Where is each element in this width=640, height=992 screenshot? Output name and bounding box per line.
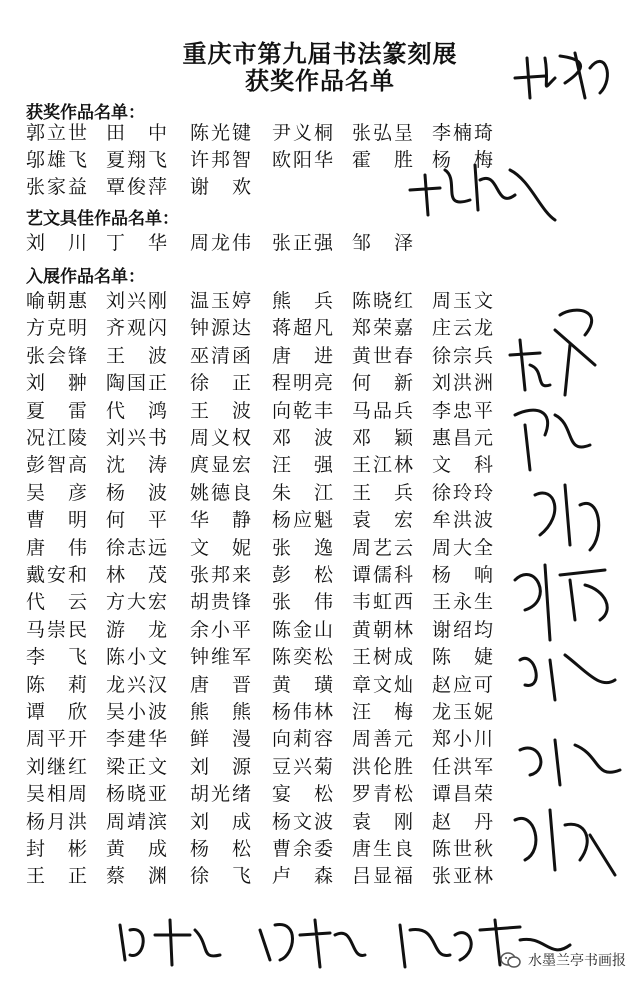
name-entry: 温玉婷 [190,290,254,312]
name-entry: 田 中 [106,122,170,144]
name-entry: 赵应可 [432,673,496,696]
name-entry: 任洪军 [432,755,496,778]
name-entry: 胡光绪 [190,783,254,806]
name-entry: 况江陵 [26,427,90,449]
name-entry: 沈 涛 [106,454,170,477]
name-entry: 尹义桐 [272,122,336,144]
name-entry: 熊 熊 [190,701,254,723]
name-entry: 杨 响 [432,564,496,586]
name-entry: 汪 强 [272,454,336,477]
section-heading-exhibition: 入展作品名单： [26,267,145,287]
name-entry: 刘兴书 [106,427,170,449]
name-entry: 谭昌荣 [432,783,496,806]
name-entry: 方大宏 [106,591,170,614]
name-entry: 杨月洪 [26,810,90,833]
name-entry: 方克明 [26,317,90,340]
name-entry: 洪伦胜 [352,755,416,778]
name-entry: 彭 松 [272,564,336,586]
name-entry: 豆兴菊 [272,755,336,778]
name-entry: 杨 梅 [432,149,496,171]
title-line-2: 获奖作品名单 [245,67,395,95]
name-entry: 王树成 [352,646,416,669]
name-entry: 王 波 [106,344,170,367]
name-entry: 程明亮 [272,372,336,395]
name-entry: 周大全 [432,536,496,559]
name-entry: 徐 飞 [190,865,254,888]
name-entry: 喻朝惠 [26,290,90,312]
name-entry: 夏 雷 [26,399,90,422]
name-entry: 杨文波 [272,810,336,833]
name-entry: 陈光键 [190,122,254,144]
name-entry: 巫清函 [190,344,254,367]
name-entry: 周义权 [190,427,254,449]
name-entry: 刘 成 [190,810,254,833]
name-entry: 王 波 [190,399,254,422]
name-entry: 罗青松 [352,783,416,806]
name-entry: 林 茂 [106,564,170,586]
name-entry: 向乾丰 [272,399,336,422]
name-entry: 何 新 [352,372,416,395]
name-entry: 庹显宏 [190,454,254,477]
name-entry: 黄 璜 [272,673,336,696]
name-entry: 徐宗兵 [432,344,496,367]
name-entry: 杨 松 [190,838,254,860]
name-entry: 陈 莉 [26,673,90,696]
name-entry: 欧阳华 [272,149,336,171]
name-entry: 陈金山 [272,618,336,641]
name-entry: 周玉文 [432,290,496,312]
name-entry: 韦虹西 [352,591,416,614]
name-entry: 周善元 [352,728,416,751]
name-entry: 余小平 [190,618,254,641]
name-entry: 王 兵 [352,481,416,504]
name-entry: 赵 丹 [432,810,496,833]
name-entry: 张 伟 [272,591,336,614]
title-line-1: 重庆市第九届书法篆刻展 [182,40,458,68]
name-entry: 徐玲玲 [432,481,496,504]
name-entry: 张会锋 [26,344,90,367]
name-entry: 龙玉妮 [432,701,496,723]
name-entry: 蒋超凡 [272,317,336,340]
section-heading-awards: 获奖作品名单： [26,103,145,123]
name-entry: 封 彬 [26,838,90,860]
name-entry: 卢 森 [272,865,336,888]
name-entry: 刘 源 [190,755,254,778]
name-entry: 郑荣嘉 [352,317,416,340]
name-entry: 唐 进 [272,344,336,367]
name-entry: 徐 正 [190,372,254,395]
name-entry: 李楠琦 [432,122,496,144]
name-entry: 谭儒科 [352,564,416,586]
name-entry: 马崇民 [26,618,90,641]
name-entry: 惠昌元 [432,427,496,449]
name-entry: 马品兵 [352,399,416,422]
name-entry: 张家益 [26,176,90,198]
name-entry: 王江林 [352,454,416,477]
name-entry: 许邦智 [190,149,254,171]
name-entry: 宴 松 [272,783,336,806]
name-entry: 吴小波 [106,701,170,723]
name-entry: 黄世春 [352,344,416,367]
name-entry: 朱 江 [272,481,336,504]
name-entry: 刘洪洲 [432,372,496,395]
name-entry: 王永生 [432,591,496,614]
name-entry: 陈 婕 [432,646,496,669]
name-entry: 郭立世 [26,122,90,144]
name-entry: 邓 颖 [352,427,416,449]
name-entry: 刘兴刚 [106,290,170,312]
name-entry: 陈晓红 [352,290,416,312]
name-entry: 杨应魁 [272,509,336,532]
name-entry: 黄朝林 [352,618,416,641]
name-entry: 周龙伟 [190,232,254,254]
name-entry: 龙兴汉 [106,673,170,696]
name-entry: 张亚林 [432,865,496,888]
name-entry: 陈世秋 [432,838,496,860]
name-entry: 唐 晋 [190,673,254,696]
signature-right-column [495,295,620,595]
section-heading-excellent: 艺文具佳作品名单： [26,209,179,229]
watermark [500,950,626,970]
name-entry: 杨伟林 [272,701,336,723]
name-entry: 张弘呈 [352,122,416,144]
name-entry: 周艺云 [352,536,416,559]
name-entry: 戴安和 [26,564,90,586]
name-entry: 唐 伟 [26,536,90,559]
name-entry: 郑小川 [432,728,496,751]
name-entry: 李忠平 [432,399,496,422]
name-entry: 文 科 [432,454,496,477]
name-entry: 陈奕松 [272,646,336,669]
name-entry: 周平开 [26,728,90,751]
name-entry: 吴 彦 [26,481,90,504]
name-entry: 霍 胜 [352,149,416,171]
name-entry: 蔡 渊 [106,865,170,888]
name-entry: 杨晓亚 [106,783,170,806]
name-entry: 李建华 [106,728,170,751]
name-entry: 张正强 [272,232,336,254]
name-entry: 杨 波 [106,481,170,504]
name-entry: 姚德良 [190,481,254,504]
name-entry: 刘继红 [26,755,90,778]
name-entry: 彭智高 [26,454,90,477]
name-entry: 汪 梅 [352,701,416,723]
name-entry: 夏翔飞 [106,149,170,171]
name-entry: 徐志远 [106,536,170,559]
name-entry: 周靖滨 [106,810,170,833]
name-entry: 邹 泽 [352,232,416,254]
name-entry: 袁 刚 [352,810,416,833]
name-entry: 何 平 [106,509,170,532]
name-entry: 丁 华 [106,232,170,254]
name-entry: 华 静 [190,509,254,532]
name-entry: 代 鸿 [106,399,170,422]
name-entry: 曹 明 [26,509,90,532]
name-entry: 李 飞 [26,646,90,669]
name-entry: 刘 川 [26,232,90,254]
name-entry: 熊 兵 [272,290,336,312]
name-entry: 鲜 漫 [190,728,254,751]
name-entry: 胡贵锋 [190,591,254,614]
name-entry: 王 正 [26,865,90,888]
name-entry: 邓 波 [272,427,336,449]
name-entry: 齐观闪 [106,317,170,340]
name-entry: 游 龙 [106,618,170,641]
name-entry: 覃俊萍 [106,176,170,198]
name-entry: 刘 翀 [26,372,90,395]
name-entry: 谢绍均 [432,618,496,641]
name-entry: 谢 欢 [190,176,254,198]
name-entry: 向莉容 [272,728,336,751]
name-entry: 庄云龙 [432,317,496,340]
wechat-icon [500,951,522,969]
name-entry: 张邦来 [190,564,254,586]
name-entry: 曹余委 [272,838,336,860]
name-entry: 吕显福 [352,865,416,888]
name-entry: 吴相周 [26,783,90,806]
name-entry: 袁 宏 [352,509,416,532]
name-entry: 牟洪波 [432,509,496,532]
name-entry: 谭 欣 [26,701,90,723]
name-entry: 钟源达 [190,317,254,340]
name-entry: 陶国正 [106,372,170,395]
name-entry: 文 妮 [190,536,254,559]
name-entry: 钟维军 [190,646,254,669]
name-entry: 章文灿 [352,673,416,696]
watermark-text: 水墨兰亭书画报 [528,953,626,969]
signature-right-lower [505,540,630,890]
name-entry: 代 云 [26,591,90,614]
name-entry: 陈小文 [106,646,170,669]
name-entry: 邬雄飞 [26,149,90,171]
name-entry: 唐生良 [352,838,416,860]
name-entry: 黄 成 [106,838,170,860]
name-entry: 张 逸 [272,536,336,559]
name-entry: 梁正文 [106,755,170,778]
